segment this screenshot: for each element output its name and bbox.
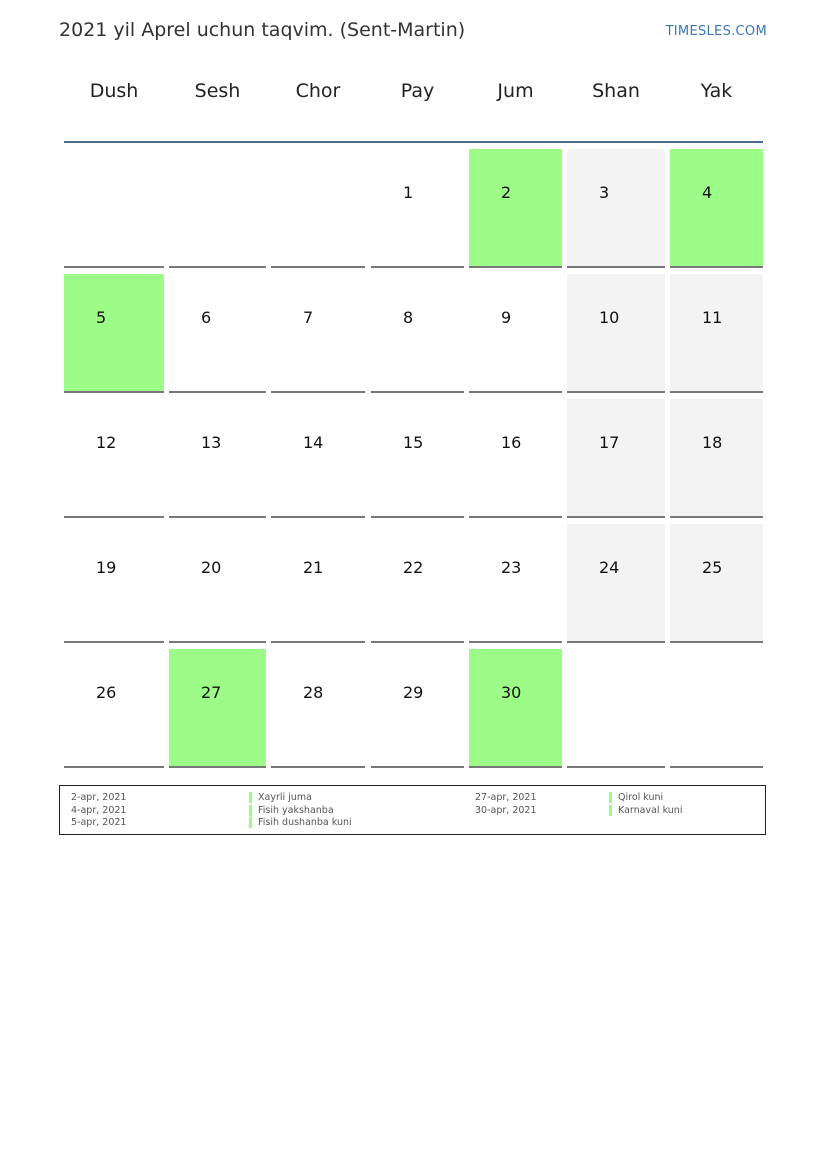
holiday-name: Fisih dushanba kuni	[258, 817, 352, 828]
holiday-date: 27-apr, 2021	[475, 792, 537, 803]
day-cell-26[interactable]	[64, 649, 164, 768]
day-cell-11[interactable]	[670, 274, 763, 393]
day-number: 17	[599, 433, 620, 452]
day-cell-16[interactable]	[469, 399, 562, 518]
day-number: 24	[599, 558, 620, 577]
day-number: 9	[501, 308, 512, 327]
brand-link[interactable]: TIMESLES.COM	[665, 24, 767, 39]
day-cell-30[interactable]	[469, 649, 562, 768]
empty-day-cell	[567, 649, 665, 768]
day-cell-17[interactable]	[567, 399, 665, 518]
day-cell-13[interactable]	[169, 399, 266, 518]
day-cell-7[interactable]	[271, 274, 365, 393]
day-number: 30	[501, 683, 522, 702]
empty-day-cell	[670, 649, 763, 768]
day-cell-5[interactable]	[64, 274, 164, 393]
empty-day-cell	[169, 149, 266, 268]
weekday-label: Jum	[497, 80, 534, 102]
day-cell-19[interactable]	[64, 524, 164, 643]
day-number: 23	[501, 558, 522, 577]
day-cell-18[interactable]	[670, 399, 763, 518]
day-number: 10	[599, 308, 620, 327]
day-cell-22[interactable]	[371, 524, 464, 643]
day-number: 27	[201, 683, 222, 702]
calendar-grid	[64, 149, 764, 770]
day-number: 25	[702, 558, 723, 577]
day-cell-25[interactable]	[670, 524, 763, 643]
weekday-label: Shan	[592, 80, 640, 102]
day-cell-28[interactable]	[271, 649, 365, 768]
day-number: 14	[303, 433, 324, 452]
day-number: 12	[96, 433, 117, 452]
day-number: 22	[403, 558, 424, 577]
day-number: 8	[403, 308, 414, 327]
day-cell-4[interactable]	[670, 149, 763, 268]
weekday-header	[64, 80, 763, 128]
page-title: 2021 yil Aprel uchun taqvim. (Sent-Martin)	[59, 19, 466, 41]
day-cell-8[interactable]	[371, 274, 464, 393]
day-number: 1	[403, 183, 414, 202]
day-cell-2[interactable]	[469, 149, 562, 268]
weekday-label: Dush	[89, 80, 139, 102]
holiday-color-marker	[609, 805, 612, 816]
holiday-date: 4-apr, 2021	[71, 805, 127, 816]
day-cell-27[interactable]	[169, 649, 266, 768]
day-number: 2	[501, 183, 512, 202]
day-cell-9[interactable]	[469, 274, 562, 393]
holiday-color-marker	[249, 817, 252, 828]
holiday-color-marker	[249, 792, 252, 803]
day-number: 21	[303, 558, 324, 577]
day-cell-10[interactable]	[567, 274, 665, 393]
holiday-name: Qirol kuni	[618, 792, 664, 803]
weekday-label: Sesh	[194, 80, 241, 102]
day-cell-21[interactable]	[271, 524, 365, 643]
empty-day-cell	[64, 149, 164, 268]
day-number: 20	[201, 558, 222, 577]
day-cell-12[interactable]	[64, 399, 164, 518]
day-number: 5	[96, 308, 107, 327]
holiday-date: 5-apr, 2021	[71, 817, 127, 828]
weekday-label: Chor	[295, 80, 341, 102]
holiday-legend	[59, 785, 766, 835]
holiday-name: Xayrli juma	[258, 792, 312, 803]
day-number: 4	[702, 183, 713, 202]
day-number: 13	[201, 433, 222, 452]
holiday-date: 30-apr, 2021	[475, 805, 537, 816]
day-number: 15	[403, 433, 424, 452]
weekday-label: Pay	[400, 80, 435, 102]
day-cell-6[interactable]	[169, 274, 266, 393]
day-cell-24[interactable]	[567, 524, 665, 643]
day-cell-15[interactable]	[371, 399, 464, 518]
day-cell-23[interactable]	[469, 524, 562, 643]
day-cell-1[interactable]	[371, 149, 464, 268]
day-number: 29	[403, 683, 424, 702]
day-number: 28	[303, 683, 324, 702]
day-number: 7	[303, 308, 314, 327]
holiday-color-marker	[609, 792, 612, 803]
day-number: 11	[702, 308, 723, 327]
holiday-date: 2-apr, 2021	[71, 792, 127, 803]
empty-day-cell	[271, 149, 365, 268]
holiday-color-marker	[249, 805, 252, 816]
holiday-name: Karnaval kuni	[618, 805, 683, 816]
day-cell-14[interactable]	[271, 399, 365, 518]
header-divider	[64, 141, 763, 143]
day-number: 6	[201, 308, 212, 327]
day-number: 19	[96, 558, 117, 577]
holiday-name: Fisih yakshanba	[258, 805, 334, 816]
day-number: 3	[599, 183, 610, 202]
day-cell-3[interactable]	[567, 149, 665, 268]
day-number: 26	[96, 683, 117, 702]
day-number: 18	[702, 433, 723, 452]
day-cell-29[interactable]	[371, 649, 464, 768]
day-number: 16	[501, 433, 522, 452]
weekday-label: Yak	[700, 80, 733, 102]
day-cell-20[interactable]	[169, 524, 266, 643]
